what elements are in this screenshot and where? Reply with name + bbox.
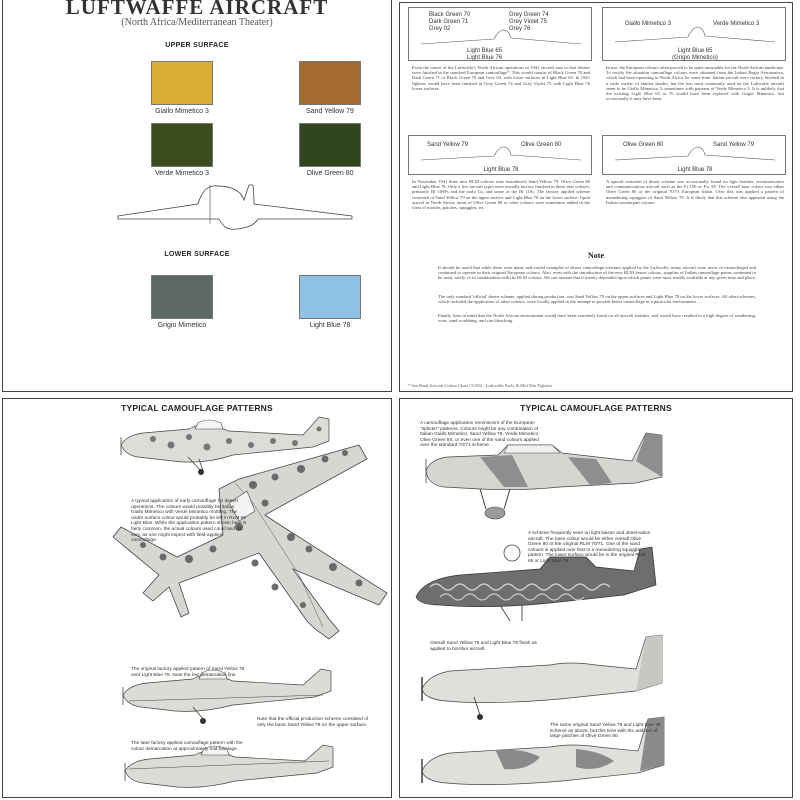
colour-label: Sand Yellow 79 — [427, 142, 469, 148]
page-title: TYPICAL CAMOUFLAGE PATTERNS — [520, 403, 672, 413]
colour-label: Grey 02 — [429, 26, 451, 32]
swatch-label: Sand Yellow 79 — [306, 108, 354, 115]
page-title: LUFTWAFFE AIRCRAFT — [65, 0, 329, 19]
colour-label: Light Blue 76 — [467, 55, 503, 61]
footnote: * See Read Aircraft Colour Chart CC002 - Luftwaffe Early & Mid War Fighters — [408, 383, 553, 388]
colour-label: Light Blue 78 — [483, 167, 519, 173]
swatch-label: Grigio Mimetico — [157, 322, 207, 329]
pattern-description: A scheme frequently seen on light liaison and observation aircraft. The base colour would be either overall Olive Green 80 or the original RLM 70/71. One of the sand colours is applied over that in a meandering squiggle pattern. The lower surface would be in the original RLM 65 or Light Blue 78. — [528, 531, 651, 564]
page-colour-notes — [399, 2, 793, 392]
swatch-label: Giallo Mimetico 3 — [155, 108, 209, 115]
page-colour-swatches — [2, 0, 392, 392]
colour-label: Olive Green 80 — [521, 142, 562, 148]
pattern-description: The later factory applied camouflage pattern with the colour demarcation at approximately mid fuselage. — [131, 741, 243, 752]
paragraph-italian: In use, the European colours often proved to be quite unsuitable for the North African landscape. To rectify the situation camouflage colours were obtained from the Italian Regia Aeronautica, which had been operating in North Africa for some time. Italian aircraft were factory finished in a wide variety of similar shades, but the two most commonly used on the Luftwaffe aircraft seem to be Giallo Mimetico 3, sometimes with patterns of Verde Mimetico 3. It is unlikely that the existing Light Blue 65 or 76 would have been replaced with Grigio Mimetico, but occasionally it may have been. — [606, 65, 784, 102]
swatch-grigio-mimetico — [151, 275, 213, 319]
diagram-box-squiggle — [602, 135, 786, 175]
pattern-description: The same original Sand Yellow 79 and Light blue 78 scheme as above, but this time with the addition of large patches of Olive Green 80. — [550, 723, 661, 740]
fighter-front-silhouette — [3, 0, 392, 392]
page-bomber-patterns — [399, 398, 793, 798]
pattern-description: Note that the official production scheme consisted of only the basic Sand Yellow 79 on the upper surface. — [257, 717, 369, 728]
colour-label: Grey Green 74 — [509, 12, 549, 18]
diagram-box-italian — [602, 7, 786, 61]
page-fighter-patterns — [2, 398, 392, 798]
diagram-box-rlm-new — [408, 135, 592, 175]
colour-label: Sand Yellow 79 — [713, 142, 755, 148]
paragraph-european: From the outset of the Luftwaffe's North African operations in 1941 aircraft sent to that theater were finished in the standard European camouflage*. This would consist of Black Green 70 and Dark Green 71 or Black Green 70 and Grey 02, with lower surfaces in Light Blue 65. In 1941 fighters would have been finished in Grey Green 74 and Grey Violet 75 with Light Blue 76 lower surfaces. — [412, 65, 590, 91]
colour-label: Verde Mimetico 3 — [713, 21, 760, 27]
pattern-description: Overall Sand Yellow 79 and Light Blue 78 finish as applied to bomber aircraft. — [430, 641, 537, 652]
pattern-description: A camouflage application reminiscent of the European "splinter" patterns. Colours might be any combination of Italian Giallo Mimetico, Sand Yellow 79, Verde Mimetico, Olive Green 80, or even one of the sand colours applied over the standard 70/71 scheme. — [420, 421, 540, 449]
swatch-light-blue — [299, 275, 361, 319]
colour-label: Light Blue 78 — [677, 167, 713, 173]
paragraph-rlm-new: In November 1941 three new RLM colours were introduced: Sand Yellow 79, Olive Green 80 and Light Blue 78. Only a few aircraft types were actually factory finished in these new colours, primarily Bf 109Fs and the early Gs, and some of the Bf 110s. The factory applied scheme consisted of Sand Yellow 79 on the upper surface and Light Blue 78 on the lower surface. Upon arrival in North Africa, areas of Olive Green 80 or other colours were sometimes added in the form of mottles, patches, squiggles, etc. — [412, 179, 590, 211]
swatch-label: Olive Green 80 — [306, 170, 354, 177]
diagram-box-european — [408, 7, 592, 61]
note-paragraph: The only standard 'official' desert scheme, applied during production, was Sand Yellow 79 on the upper surfaces and Light Blue 78 on the lower surfaces. All other schemes, which included the application of other colours, were locally applied in the attempt to provide better camouflage in a particular environment. — [438, 294, 756, 305]
colour-label: Grey 76 — [509, 26, 531, 32]
note-paragraph: Finally, bear in mind that the North African environment would have been extremely harsh on all aircraft finishes, and would have resulted in a high degree of weathering, wear, sand scrubbing, and sun bleaching. — [438, 313, 756, 324]
colour-label: Grey Violet 75 — [509, 19, 547, 25]
paragraph-squiggle: A special variation of desert scheme was occasionally found on light bomber, reconnaissance and communications aircraft such as the Fi 156 or Fw 58. The overall base colour was either Olive Green 80 or the original 70/71 European finish. Over this was applied a pattern of meandering squiggles of Sand Yellow 79. It is likely that this scheme also appeared using the Italian counterpart colours. — [606, 179, 784, 205]
colour-label: Light Blue 65 — [677, 48, 713, 54]
pattern-description: The original factory applied pattern of Sand Yellow 79 over Light Blue 78. Note the low demarcation line. — [131, 667, 245, 678]
page-title: TYPICAL CAMOUFLAGE PATTERNS — [121, 403, 273, 413]
colour-label: Black Green 70 — [429, 12, 471, 18]
swatch-label: Verde Mimetico 3 — [154, 170, 210, 177]
note-heading: Note — [588, 251, 604, 260]
page-subtitle: (North Africa/Mediterranean Theater) — [121, 17, 273, 28]
note-paragraph: It should be noted that while there were many and varied examples of desert camouflage schemes applied by the Luftwaffe, many aircraft were never re-camouflaged and continued to operate in their original European colours. Also, even with the introduction of the new RLM desert colours, supplies of Italian camouflage paints continued to be used, solely, or in combination with the RLM colours. We can assume that it merely depended upon which paints were most readily available at any given time and place. — [438, 265, 756, 281]
fighter-illustrations — [3, 399, 392, 798]
colour-label: Olive Green 80 — [623, 142, 664, 148]
colour-label: Dark Green 71 — [429, 19, 469, 25]
upper-surface-heading: UPPER SURFACE — [165, 42, 229, 49]
colour-label: (Grigio Mimetico) — [672, 55, 718, 61]
colour-label: Light Blue 65 — [467, 48, 503, 54]
colour-label: Giallo Mimetico 3 — [625, 21, 672, 27]
swatch-label: Light Blue 78 — [309, 322, 351, 329]
pattern-description: A typical application of early camouflage for desert operations. The colours would possibly be Italian Giallo Mimetico with Verde Mimetico mottling. The under surface colour would probably be left in RLM 65 Light Blue. While the application pattern shown here is fairly common, the actual colours used could and did vary, as one might expect with field-applied camouflage. — [131, 499, 247, 544]
lower-surface-heading: LOWER SURFACE — [164, 251, 230, 258]
